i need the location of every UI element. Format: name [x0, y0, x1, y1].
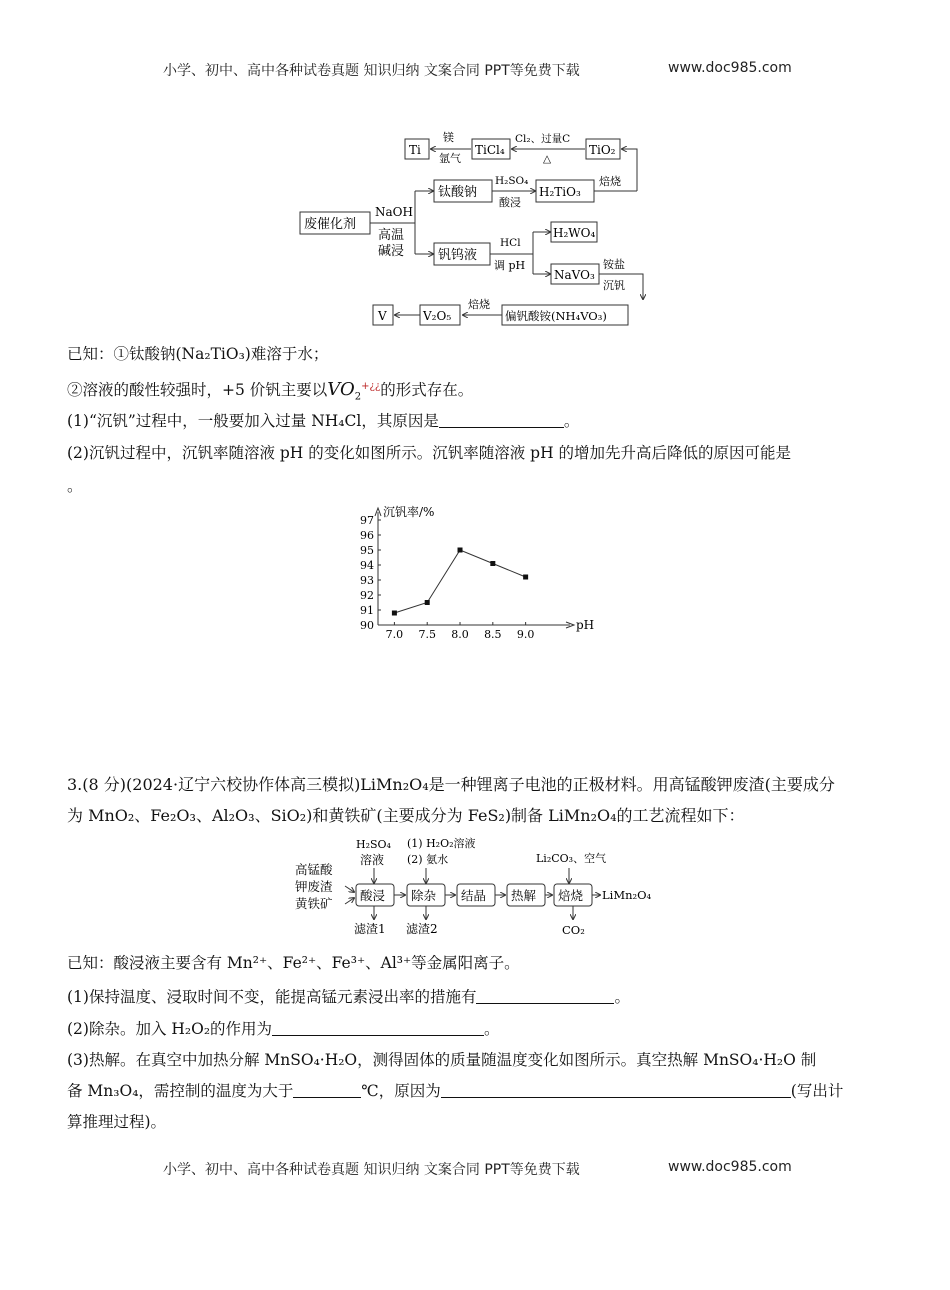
footer-url[interactable]: www.doc985.com — [668, 1159, 792, 1175]
y-tick-label: 91 — [360, 604, 374, 617]
question-3-3b: 备 Mn₃O₄，需控制的温度为大于 ℃，原因为 (写出计 — [67, 1082, 844, 1100]
svg-text:滤渣2: 滤渣2 — [406, 922, 438, 936]
x-tick-label: 7.0 — [385, 628, 404, 641]
svg-text:H₂SO₄: H₂SO₄ — [356, 838, 391, 851]
x-tick-label: 7.5 — [418, 628, 436, 641]
svg-text:偏钒酸铵(NH₄VO₃): 偏钒酸铵(NH₄VO₃) — [505, 309, 607, 323]
y-tick-label: 95 — [360, 544, 374, 557]
svg-text:LiMn₂O₄: LiMn₂O₄ — [602, 888, 652, 902]
x-axis-label: pH — [576, 618, 595, 632]
svg-text:酸浸: 酸浸 — [360, 888, 386, 903]
svg-text:H₂TiO₃: H₂TiO₃ — [539, 185, 581, 199]
svg-text:H₂WO₄: H₂WO₄ — [553, 226, 596, 240]
svg-text:溶液: 溶液 — [360, 853, 385, 867]
svg-text:钒钨液: 钒钨液 — [438, 248, 478, 263]
problem-3-line2: 为 MnO₂、Fe₂O₃、Al₂O₃、SiO₂)和黄铁矿(主要成分为 FeS₂)制备 LiMn₂O₄的工艺流程如下： — [67, 806, 745, 825]
svg-text:废催化剂: 废催化剂 — [304, 217, 357, 232]
svg-text:HCl: HCl — [500, 237, 521, 249]
svg-text:TiO₂: TiO₂ — [589, 143, 616, 157]
svg-text:钾废渣: 钾废渣 — [295, 879, 333, 894]
y-tick-label: 94 — [360, 559, 374, 572]
x-tick-label: 8.0 — [451, 628, 469, 641]
svg-text:高温: 高温 — [378, 228, 405, 243]
svg-text:TiCl₄: TiCl₄ — [475, 143, 505, 157]
svg-text:焙烧: 焙烧 — [468, 298, 490, 311]
question-3-3c: 算推理过程)。 — [67, 1113, 167, 1131]
footer-text: 小学、初中、高中各种试卷真题 知识归纳 文案合同 PPT等免费下载 — [163, 1162, 580, 1178]
y-tick-label: 92 — [360, 589, 374, 602]
svg-text:调 pH: 调 pH — [494, 259, 526, 272]
answer-blank-3-1[interactable] — [476, 988, 614, 1004]
data-point — [458, 548, 463, 553]
svg-text:焙烧: 焙烧 — [599, 175, 621, 188]
svg-text:热解: 热解 — [511, 888, 537, 903]
question-3-2: (2)除杂。加入 H₂O₂的作用为 。 — [67, 1020, 500, 1038]
data-point — [392, 611, 397, 616]
x-tick-label: 9.0 — [516, 628, 535, 641]
svg-text:滤渣1: 滤渣1 — [354, 922, 386, 936]
svg-text:氩气: 氩气 — [439, 152, 461, 165]
data-point — [523, 575, 528, 580]
answer-blank-3-3-reason[interactable] — [441, 1082, 791, 1098]
svg-text:碱浸: 碱浸 — [378, 244, 405, 259]
data-point — [490, 561, 495, 566]
vanadium-flow-diagram — [295, 128, 665, 328]
vanadium-rate-chart — [340, 500, 610, 645]
svg-text:Ti: Ti — [409, 143, 421, 157]
svg-text:焙烧: 焙烧 — [558, 888, 584, 903]
svg-text:沉钒: 沉钒 — [603, 279, 625, 292]
y-tick-label: 96 — [360, 529, 374, 542]
svg-text:Cl₂、过量C: Cl₂、过量C — [515, 133, 571, 145]
limn2o4-flow-diagram — [290, 832, 670, 942]
problem-3-line1: 3.(8 分)(2024·辽宁六校协作体高三模拟)LiMn₂O₄是一种锂离子电池的正极材料。用高锰酸钾废渣(主要成分 — [67, 775, 835, 794]
svg-text:除杂: 除杂 — [411, 888, 437, 903]
y-tick-label: 90 — [360, 619, 374, 632]
y-tick-label: 93 — [360, 574, 374, 587]
header-url[interactable]: www.doc985.com — [668, 60, 792, 76]
header-text: 小学、初中、高中各种试卷真题 知识归纳 文案合同 PPT等免费下载 — [163, 63, 580, 79]
answer-blank-3-3-temp[interactable] — [293, 1082, 361, 1098]
answer-blank-1[interactable] — [439, 412, 564, 428]
question-2: (2)沉钒过程中，沉钒率随溶液 pH 的变化如图所示。沉钒率随溶液 pH 的增加先升高后降低的原因可能是 — [67, 444, 792, 462]
question-2-end: 。 — [67, 477, 83, 495]
svg-text:镁: 镁 — [443, 131, 454, 144]
x-tick-label: 8.5 — [484, 628, 502, 641]
svg-text:结晶: 结晶 — [461, 888, 487, 903]
series-line — [394, 550, 525, 613]
svg-text:V: V — [378, 309, 387, 323]
svg-text:NaVO₃: NaVO₃ — [554, 268, 595, 282]
svg-text:铵盐: 铵盐 — [603, 258, 625, 271]
y-tick-label: 97 — [360, 514, 374, 527]
question-3-1: (1)保持温度、浸取时间不变，能提高锰元素浸出率的措施有 。 — [67, 988, 630, 1006]
svg-text:酸浸: 酸浸 — [499, 196, 521, 209]
question-3-3a: (3)热解。在真空中加热分解 MnSO₄·H₂O，测得固体的质量随温度变化如图所示。真空热解 MnSO₄·H₂O 制 — [67, 1051, 817, 1069]
svg-text:NaOH: NaOH — [375, 205, 413, 219]
svg-text:(1) H₂O₂溶液: (1) H₂O₂溶液 — [407, 837, 476, 850]
svg-text:(2) 氨水: (2) 氨水 — [407, 853, 449, 866]
known-1: 已知：①钛酸钠(Na₂TiO₃)难溶于水； — [67, 345, 329, 363]
answer-blank-3-2[interactable] — [272, 1020, 484, 1036]
svg-text:Li₂CO₃、空气: Li₂CO₃、空气 — [536, 852, 607, 865]
svg-text:钛酸钠: 钛酸钠 — [438, 185, 478, 200]
known-3: 已知：酸浸液主要含有 Mn²⁺、Fe²⁺、Fe³⁺、Al³⁺等金属阳离子。 — [67, 954, 520, 972]
svg-text:黄铁矿: 黄铁矿 — [295, 896, 333, 911]
question-1: (1)“沉钒”过程中，一般要加入过量 NH₄Cl，其原因是 。 — [67, 412, 580, 430]
svg-text:△: △ — [543, 153, 552, 165]
known-2: ②溶液的酸性较强时，+5 价钒主要以$VO_2^{+¿¿}$的形式存在。 — [67, 379, 474, 403]
svg-text:高锰酸: 高锰酸 — [295, 862, 333, 877]
data-point — [425, 600, 430, 605]
svg-text:H₂SO₄: H₂SO₄ — [495, 175, 529, 187]
y-axis-label: 沉钒率/% — [383, 505, 435, 519]
svg-text:CO₂: CO₂ — [562, 923, 585, 937]
svg-text:V₂O₅: V₂O₅ — [423, 309, 452, 323]
